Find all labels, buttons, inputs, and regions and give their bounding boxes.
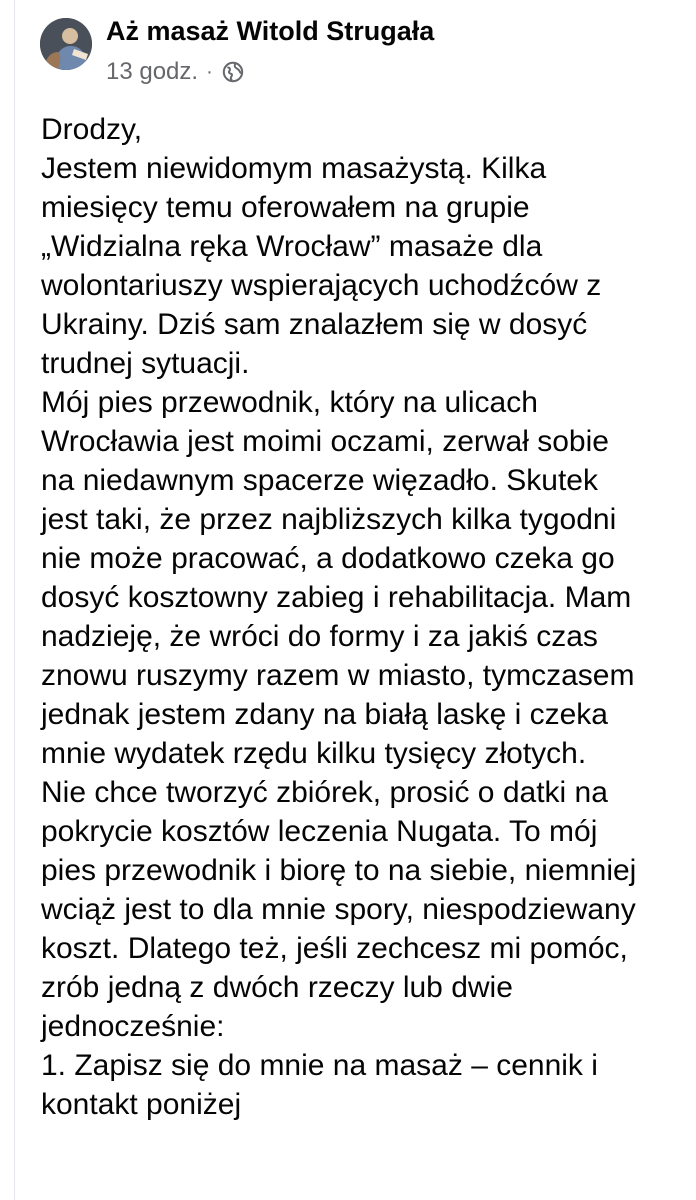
avatar[interactable]: [40, 18, 92, 70]
post-text-line: zrób jedną z dwóch rzeczy lub dwie: [41, 971, 513, 1004]
post-text-line: dosyć kosztowny zabieg i rehabilitacja. Mam: [41, 581, 632, 614]
post-text-line: jednocześnie:: [41, 1010, 225, 1043]
post-time[interactable]: 13 godz.: [106, 58, 199, 85]
post-text-line: 1. Zapisz się do mnie na masaż – cennik i: [41, 1049, 598, 1082]
post-meta: [106, 58, 245, 86]
post-text-line: Ukrainy. Dziś sam znalazłem się w dosyć: [41, 308, 588, 341]
post-text-line: nie może pracować, a dodatkowo czeka go: [41, 542, 615, 575]
post-text-line: jednak jestem zdany na białą laskę i czeka: [41, 698, 608, 731]
post-text-line: Jestem niewidomym masażystą. Kilka: [41, 152, 547, 185]
post-text-line: Mój pies przewodnik, który na ulicach: [41, 386, 538, 419]
post-text-line: jest taki, że przez najbliższych kilka tygodni: [41, 503, 617, 536]
post-text-line: Nie chce tworzyć zbiórek, prosić o datki na: [41, 776, 608, 809]
post-header: [40, 14, 676, 94]
post-text-line: Drodzy,: [41, 113, 143, 146]
meta-separator: ·: [206, 61, 213, 83]
post-author[interactable]: Aż masaż Witold Strugała: [106, 16, 435, 46]
post-text-line: znowu ruszymy razem w miasto, tymczasem: [41, 659, 635, 692]
post-text-line: mnie wydatek rzędu kilku tysięcy złotych.: [41, 737, 587, 770]
post-text-line: pokrycie kosztów leczenia Nugata. To mój: [41, 815, 598, 848]
post-text-line: koszt. Dlatego też, jeśli zechcesz mi pomóc,: [41, 932, 628, 965]
post-text-line: kontakt poniżej: [41, 1088, 242, 1121]
post-text-line: „Widzialna ręka Wrocław” masaże dla: [41, 230, 543, 263]
post-text-line: pies przewodnik i biorę to na siebie, niemniej: [41, 854, 637, 887]
post-text-line: na niedawnym spacerze więzadło. Skutek: [41, 464, 598, 497]
left-edge-divider: [0, 0, 15, 1200]
globe-icon[interactable]: [221, 60, 245, 84]
post-text-line: wciąż jest to dla mnie spory, niespodziewany: [41, 893, 636, 926]
post-text-line: nadzieję, że wróci do formy i za jakiś czas: [41, 620, 598, 653]
avatar-image: [40, 18, 92, 70]
post-text-line: trudnej sytuacji.: [41, 347, 250, 380]
post-text-line: Wrocławia jest moimi oczami, zerwał sobie: [41, 425, 609, 458]
post-text-line: wolontariuszy wspierających uchodźców z: [41, 269, 602, 302]
post-text-line: miesięcy temu oferowałem na grupie: [41, 191, 530, 224]
post-text: [41, 110, 666, 1124]
